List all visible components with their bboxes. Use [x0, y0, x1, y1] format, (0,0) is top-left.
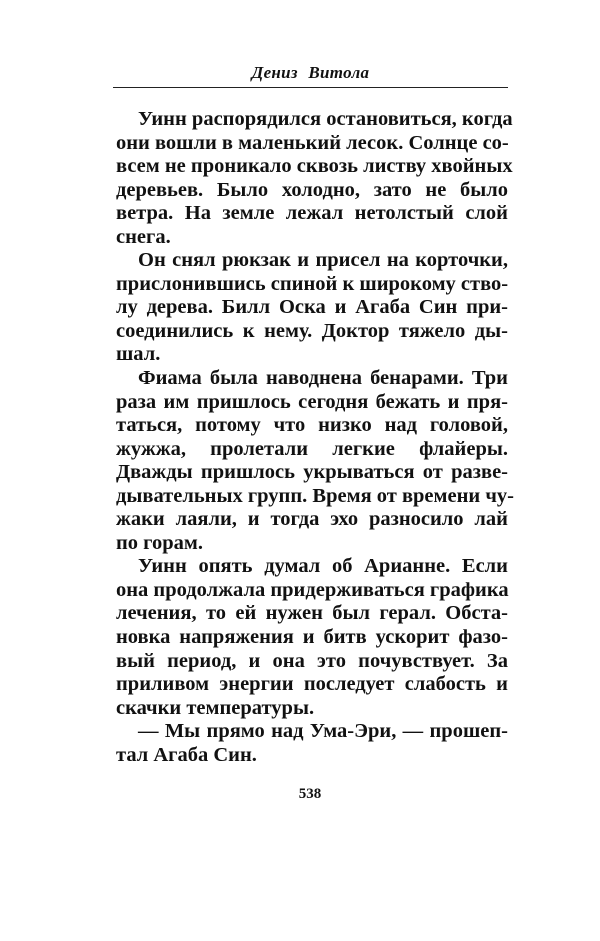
- text-line: ветра. На земле лежал нетолстый слой: [116, 202, 508, 225]
- text-line: приливом энергии последует слабость и: [116, 673, 508, 696]
- text-line: всем не проникало сквозь листву хвойных: [116, 155, 513, 178]
- text-line: Уинн распорядился остановиться, когда: [138, 108, 513, 130]
- page-number: 538: [298, 786, 322, 802]
- text-line: Фиама была наводнена бенарами. Три: [138, 367, 508, 390]
- text-line: лечения, то ей нужен был герал. Обста-: [116, 602, 508, 625]
- text-line: дывательных групп. Время от времени чу-: [116, 484, 514, 507]
- paragraph: [116, 720, 508, 767]
- text-line: таться, потому что низко над головой,: [116, 414, 508, 437]
- text-line: вый период, и она это почувствует. За: [116, 649, 508, 672]
- text-line: соединились к нему. Доктор тяжело ды-: [116, 319, 508, 342]
- text-line: Он снял рюкзак и присел на корточки,: [138, 249, 508, 272]
- header-rule: [113, 87, 508, 88]
- text-line: она продолжала придерживаться графика: [116, 578, 509, 601]
- text-line: скачки температуры.: [116, 696, 315, 719]
- text-line: новка напряжения и битв ускорит фазо-: [116, 626, 508, 649]
- paragraph: [116, 108, 513, 249]
- text-line: раза им пришлось сегодня бежать и пря-: [116, 390, 508, 413]
- text-line: деревьев. Было холодно, зато не было: [116, 178, 508, 201]
- text-line: жужжа, пролетали легкие флайеры.: [116, 437, 508, 460]
- body-text: [116, 108, 514, 767]
- text-line: Дважды пришлось укрываться от разве-: [116, 461, 508, 484]
- paragraph: [116, 367, 514, 555]
- text-line: шал.: [116, 343, 161, 366]
- paragraph: [116, 555, 508, 720]
- text-line: они вошли в маленький лесок. Солнце со-: [116, 131, 509, 154]
- text-line: лу дерева. Билл Оска и Агаба Син при-: [116, 296, 508, 319]
- paragraph: [116, 249, 508, 367]
- text-line: снега.: [116, 225, 171, 248]
- text-line: по горам.: [116, 531, 203, 554]
- text-line: тал Агаба Син.: [116, 743, 257, 766]
- text-line: прислонившись спиной к широкому ство-: [116, 272, 509, 295]
- running-head-author: Дениз Витола: [251, 63, 370, 82]
- text-line: жаки лаяли, и тогда эхо разносило лай: [116, 508, 508, 531]
- text-line: — Мы прямо над Ума-Эри, — прошеп-: [138, 720, 508, 743]
- text-line: Уинн опять думал об Арианне. Если: [138, 555, 508, 578]
